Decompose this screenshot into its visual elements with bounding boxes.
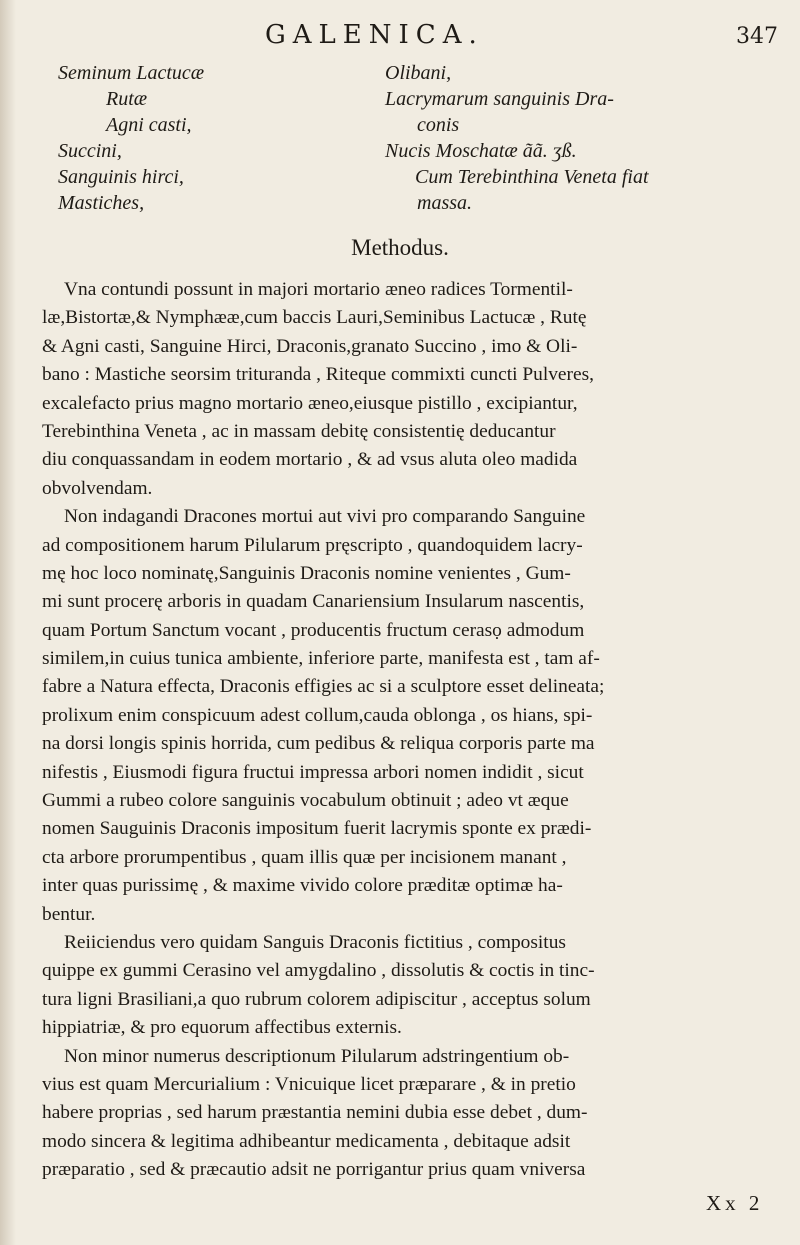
text-line: Terebinthina Veneta , ac in massam debitę consistentię deducantur bbox=[42, 420, 556, 442]
ingredient-item: Agni casti, bbox=[106, 114, 192, 136]
ingredient-list bbox=[58, 60, 758, 214]
signature-mark: Xx 2 bbox=[706, 1191, 764, 1215]
text-line: læ,Bistortæ,& Nymphææ,cum baccis Lauri,Seminibus Lactucæ , Rutę bbox=[42, 307, 587, 329]
text-line: ad compositionem harum Pilularum pręscripto , quandoquidem lacry- bbox=[42, 534, 583, 556]
text-line: Non minor numerus descriptionum Pilularum adstringentium ob- bbox=[64, 1045, 570, 1067]
gutter-shadow bbox=[0, 0, 16, 1245]
text-line: similem,in cuius tunica ambiente, inferiore parte, manifesta est , tam af- bbox=[42, 648, 600, 670]
text-line: fabre a Natura effecta, Draconis effigies ac si a sculptore esset delineata; bbox=[42, 676, 605, 698]
page-number: 347 bbox=[736, 24, 778, 49]
text-line: nomen Sauguinis Draconis impositum fuerit lacrymis sponte ex prædi- bbox=[42, 818, 592, 840]
ingredient-item: Cum Terebinthina Veneta fiat bbox=[415, 166, 649, 188]
text-line: prolixum enim conspicuum adest collum,cauda oblonga , os hians, spi- bbox=[42, 704, 593, 726]
text-line: obvolvendam. bbox=[42, 477, 153, 499]
running-title: GALENICA. bbox=[265, 20, 484, 50]
text-line: mę hoc loco nominatę,Sanguinis Draconis nomine venientes , Gum- bbox=[42, 562, 571, 584]
text-line: hippiatriæ, & pro equorum affectibus externis. bbox=[42, 1017, 402, 1039]
ingredient-item: Olibani, bbox=[385, 62, 452, 84]
text-line: na dorsi longis spinis horrida, cum pedibus & reliqua corporis parte ma bbox=[42, 733, 595, 755]
ingredient-item: Lacrymarum sanguinis Dra- bbox=[385, 88, 614, 110]
text-line: mi sunt procerę arboris in quadam Canariensium Insularum nascentis, bbox=[42, 591, 585, 613]
text-line: præparatio , sed & præcautio adsit ne porrigantur prius quam vniversa bbox=[42, 1159, 586, 1181]
text-line: habere proprias , sed harum præstantia nemini dubia esse debet , dum- bbox=[42, 1102, 588, 1124]
ingredient-item: Nucis Moschatæ ãã. ʒß. bbox=[385, 140, 577, 162]
body-text bbox=[42, 276, 777, 1185]
text-line: quam Portum Sanctum vocant , producentis fructum cerasọ admodum bbox=[42, 619, 585, 641]
ingredient-item: Rutæ bbox=[106, 88, 148, 110]
ingredient-column-left bbox=[58, 60, 308, 216]
ingredient-item: Sanguinis hirci, bbox=[58, 166, 184, 188]
text-line: tura ligni Brasiliani,a quo rubrum colorem adipiscitur , acceptus solum bbox=[42, 988, 591, 1010]
ingredient-item: Mastiches, bbox=[58, 192, 145, 214]
text-line: nifestis , Eiusmodi figura fructui impressa arbori nomen indidit , sicut bbox=[42, 761, 584, 783]
text-line: diu conquassandam in eodem mortario , & ad vsus aluta oleo madida bbox=[42, 449, 578, 471]
text-line: quippe ex gummi Cerasino vel amygdalino , dissolutis & coctis in tinc- bbox=[42, 960, 595, 982]
text-line: vius est quam Mercurialium : Vnicuique licet præparare , & in pretio bbox=[42, 1073, 576, 1095]
text-line: Gummi a rubeo colore sanguinis vocabulum obtinuit ; adeo vt æque bbox=[42, 790, 569, 812]
ingredient-item: massa. bbox=[417, 192, 473, 214]
ingredient-item: Seminum Lactucæ bbox=[58, 62, 205, 84]
text-line: cta arbore prorumpentibus , quam illis quæ per incisionem manant , bbox=[42, 846, 567, 868]
text-line: & Agni casti, Sanguine Hirci, Draconis,granato Succino , imo & Oli- bbox=[42, 335, 578, 357]
ingredient-item: Succini, bbox=[58, 140, 122, 162]
text-line: Vna contundi possunt in majori mortario æneo radices Tormentil- bbox=[64, 279, 573, 300]
text-line: Non indagandi Dracones mortui aut vivi pro comparando Sanguine bbox=[64, 506, 586, 528]
section-title: Methodus. bbox=[351, 235, 449, 260]
text-line: bentur. bbox=[42, 903, 96, 925]
ingredient-item: conis bbox=[417, 114, 460, 136]
ingredient-column-right bbox=[385, 60, 765, 216]
text-line: bano : Mastiche seorsim trituranda , Riteque commixti cuncti Pulveres, bbox=[42, 364, 594, 386]
text-line: modo sincera & legitima adhibeantur medicamenta , debitaque adsit bbox=[42, 1130, 571, 1152]
text-line: excalefacto prius magno mortario æneo,eiusque pistillo , excipiantur, bbox=[42, 392, 578, 414]
text-line: inter quas purissimę , & maxime vivido colore præditæ optimæ ha- bbox=[42, 875, 563, 897]
text-line: Reiiciendus vero quidam Sanguis Draconis fictitius , compositus bbox=[64, 931, 566, 953]
